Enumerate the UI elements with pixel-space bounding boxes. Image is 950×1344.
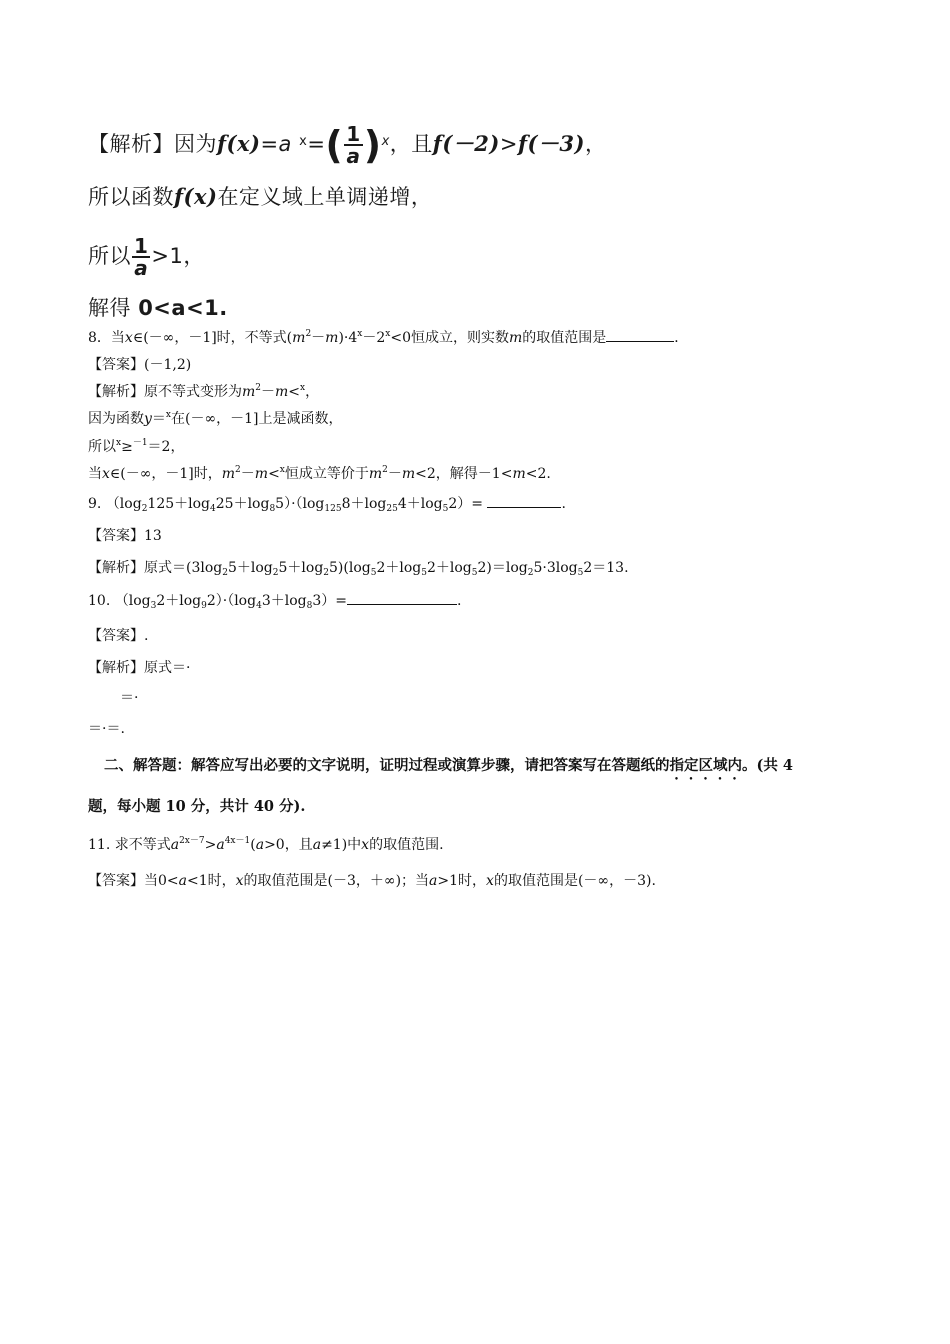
q10-stem: 10. $(\log_32+\log_92)\cdot(\log_43+\log_83)=$ .	[88, 593, 462, 611]
q8-analysis-line-4: 当x∈(－∞，－1]时，$m^2-m<^x$恒成立等价于$m^2-m<2$，解得－1<m<2.	[88, 465, 551, 482]
q8-stem: 8．当x∈(－∞，－1]时，不等式$(m^2-m)\cdot 4^x-2^x<0$恒成立，则实数m的取值范围是 ．	[88, 329, 689, 346]
q11-answer: 【答案】当0<a<1时，x的取值范围是(－3，＋∞)；当a>1时，x的取值范围是(－∞，－3).	[88, 873, 656, 889]
q10-answer: 【答案】.	[88, 628, 149, 644]
answer-blank	[487, 506, 561, 508]
section-heading-line-1: 二、解答题：解答应写出必要的文字说明，证明过程或演算步骤，请把答案写在答题纸的指定区域内。(共 4	[104, 757, 793, 774]
q10-analysis-line-3: ＝·＝.	[88, 721, 125, 737]
q8-analysis-line-2: 因为函数y＝$^x$在(－∞，－1]上是减函数，	[88, 410, 343, 427]
q9-analysis: 【解析】原式$=(3\log_25+\log_25+\log_25)(\log_52+\log_52+\log_52)=\log_25\cdot 3\log_52=13$.	[88, 560, 629, 578]
q11-stem: 11. 求不等式$a^{2x-7}>a^{4x-1}(a>0$，且a≠1)中x的取值范围.	[88, 836, 444, 853]
fraction-one-over-a: $\frac{1}{a}$	[346, 122, 361, 168]
q8-answer: 【答案】(－1,2)	[88, 357, 192, 373]
q8-analysis-line-1: 【解析】原不等式变形为$m^2-m<^x$，	[88, 383, 320, 400]
q9-stem: 9. $(\log_2125+\log_425+\log_85)\cdot(\log_{125}8+\log_{25}4+\log_52)=$ .	[88, 496, 566, 514]
analysis-image-line-1: 【解析】因为f(x)=a $^x$=( $\frac{1}{a}$ )$^x$，且f(－2)>f(－3)，	[88, 122, 607, 168]
section-heading-line-2: 题，每小题 10 分，共计 40 分).	[88, 798, 306, 815]
q10-analysis-line-1: 【解析】原式＝·	[88, 660, 191, 676]
answer-blank	[606, 340, 674, 342]
analysis-image-line-3: 所以 $\frac{1}{a}$ >1，	[88, 234, 205, 280]
analysis-image-line-4: 解得 0<a<1.	[88, 296, 228, 320]
q10-analysis-line-2: ＝·	[120, 690, 139, 706]
q9-answer: 【答案】13	[88, 528, 162, 544]
fraction-one-over-a: $\frac{1}{a}$	[134, 234, 149, 280]
q8-analysis-line-3: 所以$^x$≥$^{-1}$＝2，	[88, 438, 185, 455]
analysis-image-line-2: 所以函数f(x)在定义域上单调递增，	[88, 184, 433, 209]
answer-blank	[347, 603, 457, 605]
